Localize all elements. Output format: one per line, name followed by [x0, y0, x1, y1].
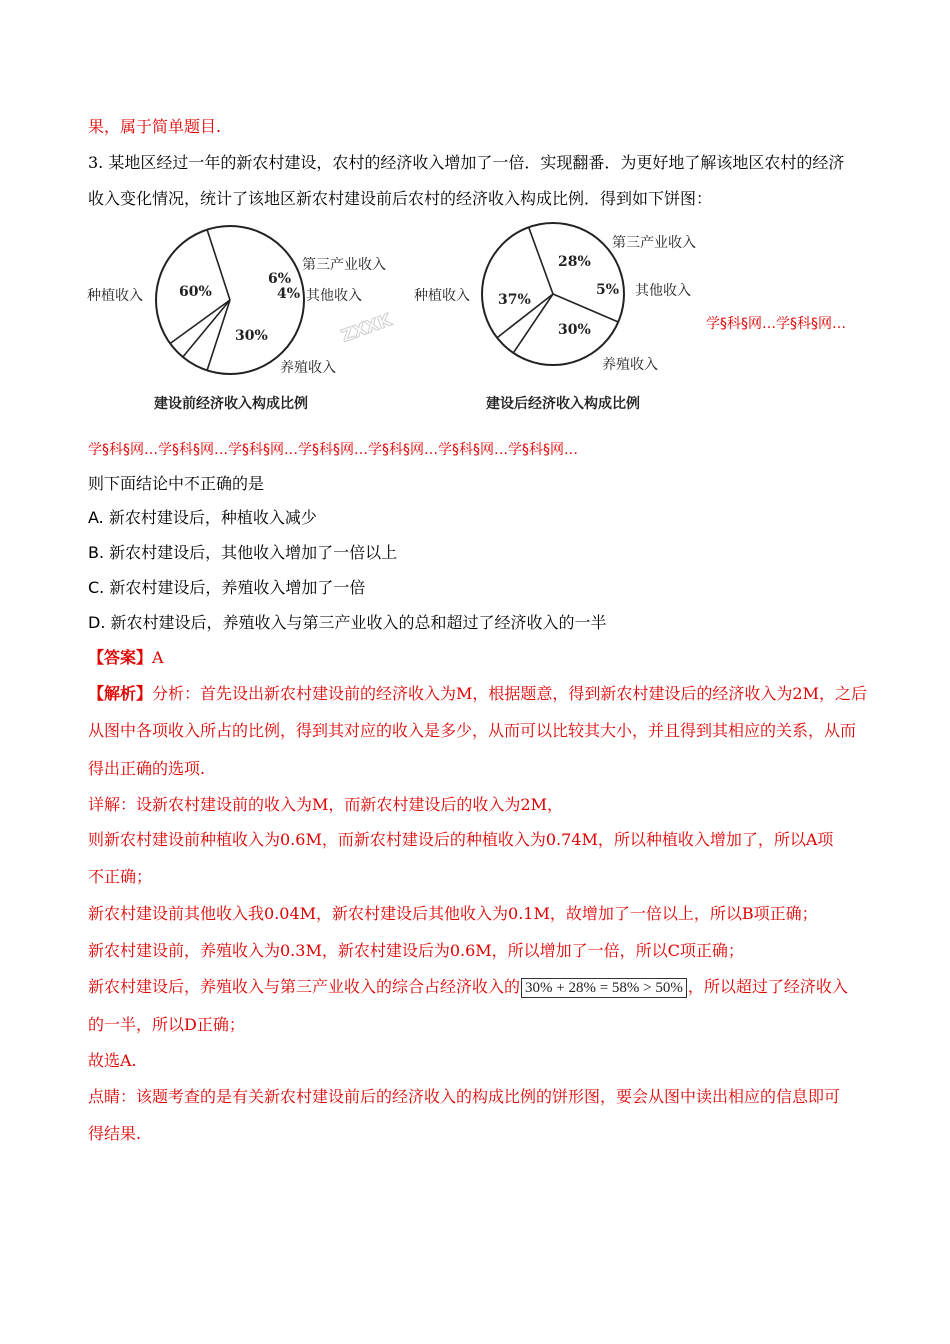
pie1-pct-tertiary: 6% — [268, 271, 292, 287]
pie2-pct-breeding: 30% — [558, 322, 591, 338]
question-prompt: 则下面结论中不正确的是 — [88, 474, 265, 493]
detail-line-4: 新农村建设前其他收入我0.04M，新农村建设后其他收入为0.1M，故增加了一倍以上，所以B项正确； — [88, 904, 818, 923]
option-b-letter: B. — [88, 543, 105, 562]
answer-value: A — [152, 648, 164, 667]
pie1-pct-breeding: 30% — [235, 328, 268, 344]
analysis-line-3: 得出正确的选项. — [88, 759, 206, 778]
pie1-label-planting: 种植收入 — [87, 288, 143, 304]
comment-line-1: 点睛：该题考查的是有关新农村建设前后的经济收入的构成比例的饼形图，要会从图中读出相应的信息即可 — [88, 1087, 841, 1106]
pie2-label-tertiary: 第三产业收入 — [612, 235, 696, 251]
option-c-letter: C. — [88, 578, 105, 597]
pie2-pct-other: 5% — [596, 282, 620, 298]
detail-line-3: 不正确； — [88, 867, 153, 886]
analysis-line-2: 从图中各项收入所占的比例，得到其对应的收入是多少，从而可以比较其大小，并且得到其相应的关系，从而 — [88, 721, 857, 740]
detail-line-8: 故选A. — [88, 1051, 137, 1070]
pie1-caption: 建设前经济收入构成比例 — [154, 396, 308, 412]
pie2-pct-planting: 37% — [498, 292, 531, 308]
pie1-label-other: 其他收入 — [306, 288, 362, 304]
pie2-label-planting: 种植收入 — [414, 288, 470, 304]
detail-line-5: 新农村建设前，养殖收入为0.3M，新农村建设后为0.6M，所以增加了一倍，所以C项正确； — [88, 941, 744, 960]
pie2-pct-tertiary: 28% — [558, 254, 591, 270]
pie2-caption: 建设后经济收入构成比例 — [486, 396, 640, 412]
detail-line-1: 详解：设新农村建设前的收入为M，而新农村建设后的收入为2M， — [88, 795, 563, 814]
detail-line-7: 的一半，所以D正确； — [88, 1015, 245, 1034]
top-line: 果，属于简单题目. — [88, 117, 222, 136]
answer-line — [88, 647, 164, 669]
pie1-pct-other: 4% — [277, 286, 301, 302]
pie1-label-tertiary: 第三产业收入 — [302, 257, 386, 273]
pie1-label-breeding: 养殖收入 — [280, 360, 336, 376]
answer-label: 【答案】 — [88, 648, 153, 667]
detail-line-6-start: 新农村建设后，养殖收入与第三产业收入的综合占经济收入的 — [88, 977, 521, 996]
question-line-1: 3. 某地区经过一年的新农村建设，农村的经济收入增加了一倍．实现翻番．为更好地了解该地区农村的经济 — [88, 153, 845, 172]
pie2-label-other: 其他收入 — [635, 283, 691, 299]
detail-line-6-end: ，所以超过了经济收入 — [687, 977, 848, 996]
option-b-text: 新农村建设后，其他收入增加了一倍以上 — [104, 543, 398, 562]
question-line-2: 收入变化情况，统计了该地区新农村建设前后农村的经济收入构成比例．得到如下饼图： — [88, 189, 713, 208]
detail-line-2: 则新农村建设前种植收入为0.6M，而新农村建设后的种植收入为0.74M，所以种植收入增加了，所以A项 — [88, 830, 834, 849]
option-c — [88, 577, 365, 599]
option-d-letter: D. — [88, 613, 106, 632]
zxxk-watermark-logo: ZXXK — [338, 310, 395, 347]
pie1-pct-planting: 60% — [179, 284, 212, 300]
option-a-text: 新农村建设后，种植收入减少 — [103, 508, 317, 527]
option-d — [88, 612, 607, 634]
option-c-text: 新农村建设后，养殖收入增加了一倍 — [104, 578, 366, 597]
analysis-text-1: 分析：首先设出新农村建设前的经济收入为M，根据题意，得到新农村建设后的经济收入为2M，之后 — [152, 684, 867, 703]
formula-box: 30% + 28% = 58% > 50% — [521, 978, 687, 998]
analysis-label: 【解析】 — [88, 684, 153, 703]
detail-line-6 — [88, 976, 848, 998]
watermark-line: 学§科§网…学§科§网…学§科§网…学§科§网…学§科§网…学§科§网…学§科§网… — [88, 442, 578, 458]
option-a-letter: A. — [88, 508, 104, 527]
analysis-line-1 — [88, 683, 867, 705]
pie2-label-breeding: 养殖收入 — [602, 357, 658, 373]
option-b — [88, 542, 397, 564]
side-watermark: 学§科§网…学§科§网… — [706, 316, 846, 332]
comment-line-2: 得结果. — [88, 1124, 142, 1143]
option-d-text: 新农村建设后，养殖收入与第三产业收入的总和超过了经济收入的一半 — [105, 613, 607, 632]
option-a — [88, 507, 317, 529]
